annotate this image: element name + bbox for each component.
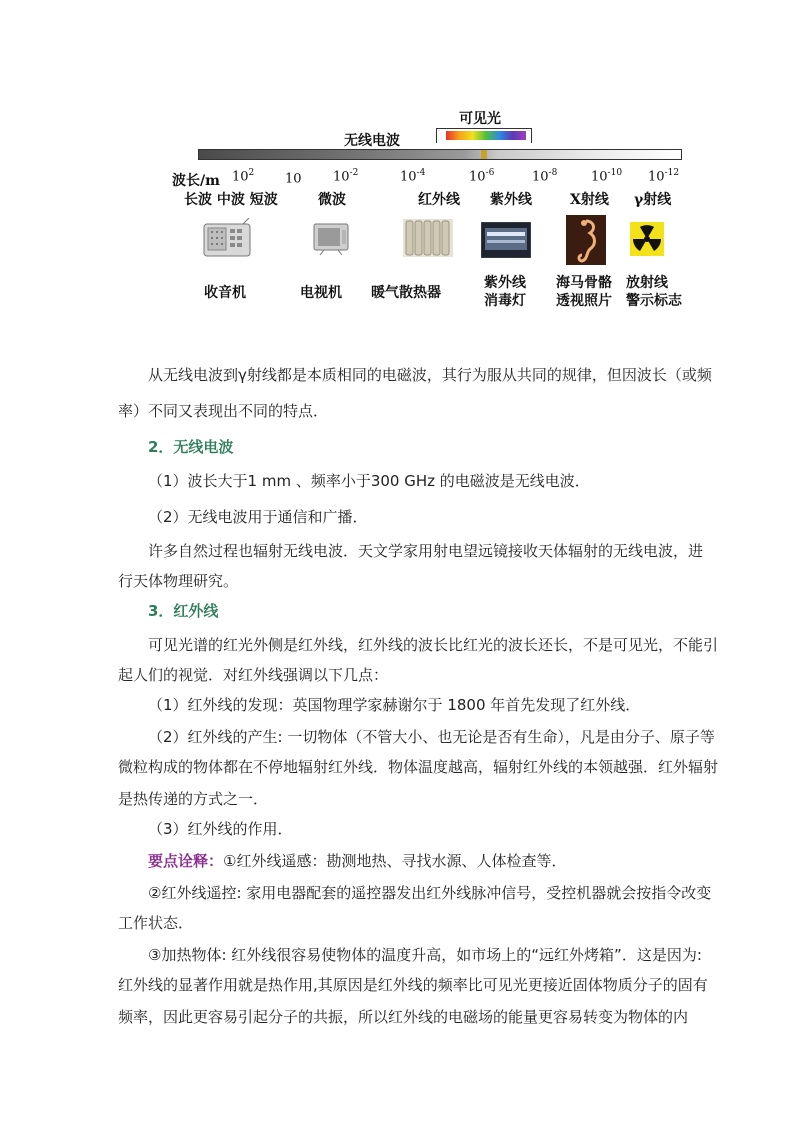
paragraph: （1）波长大于1 mm 、频率小于300 GHz 的电磁波是无线电波．: [148, 472, 590, 490]
device-label: 消毒灯: [484, 293, 526, 309]
device-label: 紫外线: [484, 275, 526, 291]
band-label: 紫外线: [490, 192, 532, 208]
tick-label: 10: [285, 171, 302, 187]
tick-label: $10^2$: [232, 168, 255, 185]
tick-label: $10^{-12}$: [648, 168, 680, 185]
paragraph: 工作状态．: [118, 914, 194, 932]
radiation-warning-icon: [630, 222, 664, 256]
band-label: 长波 中波 短波: [184, 192, 278, 208]
xray-seahorse-icon: [566, 215, 606, 265]
paragraph: 是热传递的方式之一．: [118, 790, 269, 808]
paragraph: 许多自然过程也辐射无线电波．天文学家用射电望远镜接收天体辐射的无线电波，进: [148, 542, 704, 560]
tick-label: $10^{-2}$: [333, 168, 359, 185]
paragraph: ③加热物体: 红外线很容易使物体的温度升高，如市场上的“远红外烤箱”．这是因为:: [148, 946, 702, 964]
visible-light-strip: [446, 131, 526, 140]
paragraph: 微粒构成的物体都在不停地辐射红外线．物体温度越高，辐射红外线的本领越强．红外辐射: [118, 758, 719, 776]
paragraph: （3）红外线的作用．: [148, 820, 293, 838]
paragraph: 起人们的视觉．对红外线强调以下几点：: [118, 666, 389, 684]
paragraph: ②红外线遥控: 家用电器配套的遥控器发出红外线脉冲信号，受控机器就会按指令改变: [148, 884, 712, 902]
tick-label: $10^{-4}$: [400, 168, 426, 185]
band-label: γ射线: [634, 192, 672, 208]
paragraph: （2）无线电波用于通信和广播．: [148, 508, 368, 526]
tv-icon: [312, 222, 352, 256]
band-label: 红外线: [418, 192, 460, 208]
paragraph: 可见光谱的红光外侧是红外线，红外线的波长比红光的波长还长，不是可见光，不能引: [148, 636, 719, 654]
band-label: 微波: [318, 192, 346, 208]
tick-label: $10^{-10}$: [591, 168, 623, 185]
paragraph: （1）红外线的发现：英国物理学家赫谢尔于 1800 年首先发现了红外线．: [148, 696, 641, 714]
section-heading: 3．红外线: [148, 602, 219, 620]
visible-marker: [481, 150, 487, 159]
band-label: X射线: [570, 192, 609, 208]
paragraph: 频率，因此更容易引起分子的共振，所以红外线的电磁场的能量更容易转变为物体的内: [118, 1008, 689, 1026]
section-heading: 2．无线电波: [148, 438, 234, 456]
spectrum-bar: [198, 149, 682, 160]
device-label: 暖气散热器: [371, 285, 441, 301]
device-label: 放射线: [626, 275, 668, 291]
paragraph: （2）红外线的产生: 一切物体（不管大小、也无论是否有生命），凡是由分子、原子等: [148, 728, 715, 746]
key-point-label: 要点诠释：: [148, 852, 224, 870]
tick-label: $10^{-8}$: [532, 168, 558, 185]
paragraph: 从无线电波到γ射线都是本质相同的电磁波，其行为服从共同的规律，但因波长（或频: [148, 366, 712, 384]
paragraph: 行天体物理研究。: [118, 572, 239, 590]
visible-light-label: 可见光: [459, 111, 501, 127]
device-label: 警示标志: [626, 293, 682, 309]
tick-label: $10^{-6}$: [469, 168, 495, 185]
radio-icon: [203, 218, 251, 258]
paragraph: 红外线的显著作用就是热作用,其原因是红外线的频率比可见光更接近固体物质分子的固有: [118, 976, 708, 994]
uv-lamp-icon: [481, 222, 531, 258]
wavelength-axis-label: 波长/m: [172, 173, 220, 189]
radio-wave-label: 无线电波: [344, 133, 400, 149]
radiator-icon: [403, 215, 453, 259]
key-point-line: [148, 850, 566, 872]
paragraph: 率）不同又表现出不同的特点．: [118, 402, 329, 420]
device-label: 收音机: [204, 285, 246, 301]
key-point-text: ①红外线遥感：勘测地热、寻找水源、人体检查等．: [223, 852, 567, 870]
device-label: 透视照片: [556, 293, 612, 309]
device-label: 电视机: [300, 285, 342, 301]
device-label: 海马骨骼: [556, 275, 612, 291]
